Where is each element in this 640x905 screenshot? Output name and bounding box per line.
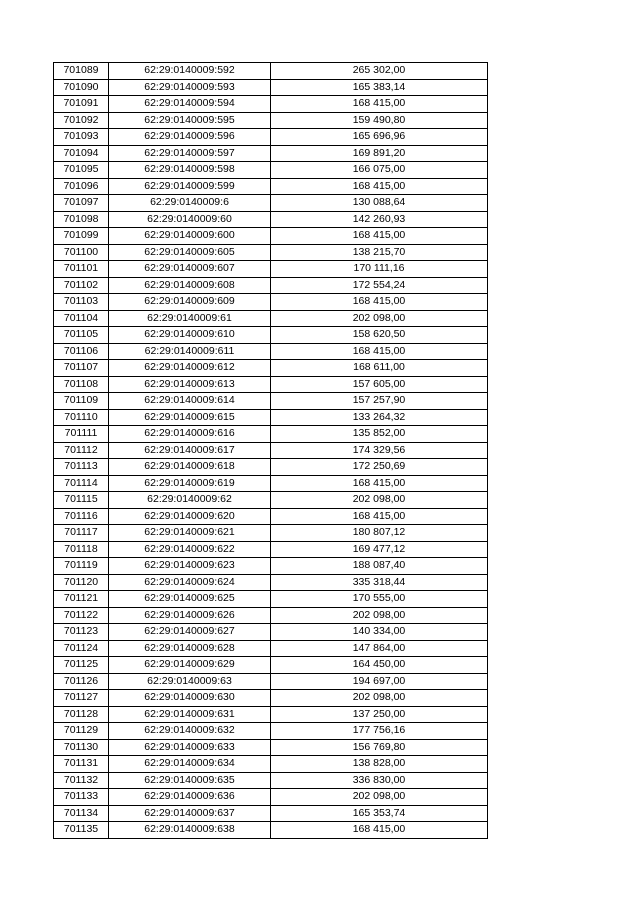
row-number-cell: 701107 xyxy=(54,360,109,377)
table-row xyxy=(54,244,488,261)
table-row xyxy=(54,393,488,410)
row-number-cell: 701133 xyxy=(54,789,109,806)
cadastral-number-cell: 62:29:0140009:598 xyxy=(109,162,271,179)
cadastral-number-cell: 62:29:0140009:611 xyxy=(109,343,271,360)
cadastral-number-cell: 62:29:0140009:61 xyxy=(109,310,271,327)
cadastral-number-cell: 62:29:0140009:615 xyxy=(109,409,271,426)
cadastral-number-cell: 62:29:0140009:619 xyxy=(109,475,271,492)
cadastral-number-cell: 62:29:0140009:614 xyxy=(109,393,271,410)
table-row xyxy=(54,327,488,344)
cadastral-number-cell: 62:29:0140009:633 xyxy=(109,739,271,756)
value-cell: 202 098,00 xyxy=(271,310,488,327)
row-number-cell: 701095 xyxy=(54,162,109,179)
row-number-cell: 701114 xyxy=(54,475,109,492)
cadastral-number-cell: 62:29:0140009:595 xyxy=(109,112,271,129)
table-row xyxy=(54,706,488,723)
row-number-cell: 701135 xyxy=(54,822,109,839)
table-row xyxy=(54,79,488,96)
value-cell: 202 098,00 xyxy=(271,492,488,509)
cadastral-number-cell: 62:29:0140009:60 xyxy=(109,211,271,228)
value-cell: 335 318,44 xyxy=(271,574,488,591)
value-cell: 170 555,00 xyxy=(271,591,488,608)
table-row xyxy=(54,129,488,146)
table-row xyxy=(54,442,488,459)
cadastral-number-cell: 62:29:0140009:593 xyxy=(109,79,271,96)
value-cell: 156 769,80 xyxy=(271,739,488,756)
table-row xyxy=(54,343,488,360)
row-number-cell: 701090 xyxy=(54,79,109,96)
cadastral-number-cell: 62:29:0140009:628 xyxy=(109,640,271,657)
data-table xyxy=(53,62,488,839)
row-number-cell: 701109 xyxy=(54,393,109,410)
cadastral-number-cell: 62:29:0140009:608 xyxy=(109,277,271,294)
row-number-cell: 701125 xyxy=(54,657,109,674)
row-number-cell: 701103 xyxy=(54,294,109,311)
value-cell: 202 098,00 xyxy=(271,789,488,806)
row-number-cell: 701112 xyxy=(54,442,109,459)
table-row xyxy=(54,195,488,212)
cadastral-number-cell: 62:29:0140009:621 xyxy=(109,525,271,542)
value-cell: 265 302,00 xyxy=(271,63,488,80)
table-row xyxy=(54,228,488,245)
table-row xyxy=(54,574,488,591)
row-number-cell: 701134 xyxy=(54,805,109,822)
value-cell: 168 415,00 xyxy=(271,178,488,195)
value-cell: 165 383,14 xyxy=(271,79,488,96)
table-row xyxy=(54,63,488,80)
table-row xyxy=(54,772,488,789)
cadastral-number-cell: 62:29:0140009:636 xyxy=(109,789,271,806)
value-cell: 172 250,69 xyxy=(271,459,488,476)
value-cell: 164 450,00 xyxy=(271,657,488,674)
cadastral-number-cell: 62:29:0140009:6 xyxy=(109,195,271,212)
value-cell: 142 260,93 xyxy=(271,211,488,228)
table-row xyxy=(54,739,488,756)
row-number-cell: 701101 xyxy=(54,261,109,278)
table-row xyxy=(54,409,488,426)
table-row xyxy=(54,673,488,690)
cadastral-number-cell: 62:29:0140009:623 xyxy=(109,558,271,575)
cadastral-number-cell: 62:29:0140009:632 xyxy=(109,723,271,740)
table-row xyxy=(54,690,488,707)
cadastral-number-cell: 62:29:0140009:630 xyxy=(109,690,271,707)
value-cell: 165 353,74 xyxy=(271,805,488,822)
value-cell: 140 334,00 xyxy=(271,624,488,641)
row-number-cell: 701129 xyxy=(54,723,109,740)
value-cell: 157 257,90 xyxy=(271,393,488,410)
cadastral-number-cell: 62:29:0140009:610 xyxy=(109,327,271,344)
table-row xyxy=(54,360,488,377)
table-row xyxy=(54,294,488,311)
value-cell: 147 864,00 xyxy=(271,640,488,657)
value-cell: 202 098,00 xyxy=(271,607,488,624)
value-cell: 165 696,96 xyxy=(271,129,488,146)
cadastral-number-cell: 62:29:0140009:629 xyxy=(109,657,271,674)
value-cell: 168 415,00 xyxy=(271,822,488,839)
row-number-cell: 701092 xyxy=(54,112,109,129)
cadastral-number-cell: 62:29:0140009:594 xyxy=(109,96,271,113)
table-row xyxy=(54,624,488,641)
value-cell: 172 554,24 xyxy=(271,277,488,294)
row-number-cell: 701122 xyxy=(54,607,109,624)
value-cell: 130 088,64 xyxy=(271,195,488,212)
cadastral-number-cell: 62:29:0140009:605 xyxy=(109,244,271,261)
table-row xyxy=(54,459,488,476)
cadastral-number-cell: 62:29:0140009:626 xyxy=(109,607,271,624)
cadastral-number-cell: 62:29:0140009:631 xyxy=(109,706,271,723)
value-cell: 170 111,16 xyxy=(271,261,488,278)
row-number-cell: 701120 xyxy=(54,574,109,591)
cadastral-number-cell: 62:29:0140009:597 xyxy=(109,145,271,162)
row-number-cell: 701127 xyxy=(54,690,109,707)
row-number-cell: 701116 xyxy=(54,508,109,525)
table-row xyxy=(54,822,488,839)
cadastral-number-cell: 62:29:0140009:596 xyxy=(109,129,271,146)
row-number-cell: 701119 xyxy=(54,558,109,575)
table-row xyxy=(54,640,488,657)
table-row xyxy=(54,162,488,179)
value-cell: 180 807,12 xyxy=(271,525,488,542)
table-row xyxy=(54,310,488,327)
row-number-cell: 701128 xyxy=(54,706,109,723)
row-number-cell: 701093 xyxy=(54,129,109,146)
row-number-cell: 701124 xyxy=(54,640,109,657)
row-number-cell: 701121 xyxy=(54,591,109,608)
value-cell: 336 830,00 xyxy=(271,772,488,789)
row-number-cell: 701108 xyxy=(54,376,109,393)
row-number-cell: 701123 xyxy=(54,624,109,641)
table-row xyxy=(54,96,488,113)
cadastral-number-cell: 62:29:0140009:622 xyxy=(109,541,271,558)
table-row xyxy=(54,475,488,492)
table-row xyxy=(54,541,488,558)
row-number-cell: 701094 xyxy=(54,145,109,162)
cadastral-number-cell: 62:29:0140009:638 xyxy=(109,822,271,839)
table-row xyxy=(54,426,488,443)
table-row xyxy=(54,805,488,822)
value-cell: 169 891,20 xyxy=(271,145,488,162)
value-cell: 194 697,00 xyxy=(271,673,488,690)
value-cell: 202 098,00 xyxy=(271,690,488,707)
value-cell: 168 415,00 xyxy=(271,228,488,245)
table-row xyxy=(54,607,488,624)
table-row xyxy=(54,261,488,278)
value-cell: 188 087,40 xyxy=(271,558,488,575)
cadastral-number-cell: 62:29:0140009:613 xyxy=(109,376,271,393)
cadastral-number-cell: 62:29:0140009:617 xyxy=(109,442,271,459)
value-cell: 157 605,00 xyxy=(271,376,488,393)
cadastral-number-cell: 62:29:0140009:599 xyxy=(109,178,271,195)
row-number-cell: 701089 xyxy=(54,63,109,80)
table-row xyxy=(54,145,488,162)
row-number-cell: 701110 xyxy=(54,409,109,426)
value-cell: 133 264,32 xyxy=(271,409,488,426)
table-row xyxy=(54,723,488,740)
value-cell: 138 215,70 xyxy=(271,244,488,261)
value-cell: 169 477,12 xyxy=(271,541,488,558)
value-cell: 168 415,00 xyxy=(271,343,488,360)
cadastral-number-cell: 62:29:0140009:62 xyxy=(109,492,271,509)
value-cell: 168 415,00 xyxy=(271,475,488,492)
table-row xyxy=(54,789,488,806)
row-number-cell: 701091 xyxy=(54,96,109,113)
cadastral-number-cell: 62:29:0140009:63 xyxy=(109,673,271,690)
row-number-cell: 701106 xyxy=(54,343,109,360)
cadastral-number-cell: 62:29:0140009:620 xyxy=(109,508,271,525)
cadastral-number-cell: 62:29:0140009:616 xyxy=(109,426,271,443)
row-number-cell: 701115 xyxy=(54,492,109,509)
table-row xyxy=(54,591,488,608)
cadastral-number-cell: 62:29:0140009:635 xyxy=(109,772,271,789)
cadastral-number-cell: 62:29:0140009:624 xyxy=(109,574,271,591)
table-row xyxy=(54,657,488,674)
cadastral-number-cell: 62:29:0140009:592 xyxy=(109,63,271,80)
cadastral-number-cell: 62:29:0140009:609 xyxy=(109,294,271,311)
table-row xyxy=(54,211,488,228)
cadastral-number-cell: 62:29:0140009:607 xyxy=(109,261,271,278)
value-cell: 137 250,00 xyxy=(271,706,488,723)
value-cell: 174 329,56 xyxy=(271,442,488,459)
value-cell: 168 611,00 xyxy=(271,360,488,377)
row-number-cell: 701130 xyxy=(54,739,109,756)
value-cell: 159 490,80 xyxy=(271,112,488,129)
table-body xyxy=(54,63,488,839)
value-cell: 168 415,00 xyxy=(271,96,488,113)
value-cell: 135 852,00 xyxy=(271,426,488,443)
value-cell: 177 756,16 xyxy=(271,723,488,740)
value-cell: 168 415,00 xyxy=(271,294,488,311)
table-row xyxy=(54,508,488,525)
row-number-cell: 701118 xyxy=(54,541,109,558)
table-row xyxy=(54,178,488,195)
row-number-cell: 701096 xyxy=(54,178,109,195)
value-cell: 166 075,00 xyxy=(271,162,488,179)
table-row xyxy=(54,277,488,294)
row-number-cell: 701117 xyxy=(54,525,109,542)
cadastral-number-cell: 62:29:0140009:637 xyxy=(109,805,271,822)
row-number-cell: 701097 xyxy=(54,195,109,212)
cadastral-number-cell: 62:29:0140009:600 xyxy=(109,228,271,245)
row-number-cell: 701104 xyxy=(54,310,109,327)
table-row xyxy=(54,525,488,542)
row-number-cell: 701098 xyxy=(54,211,109,228)
row-number-cell: 701099 xyxy=(54,228,109,245)
row-number-cell: 701126 xyxy=(54,673,109,690)
cadastral-number-cell: 62:29:0140009:618 xyxy=(109,459,271,476)
row-number-cell: 701100 xyxy=(54,244,109,261)
table-row xyxy=(54,492,488,509)
cadastral-number-cell: 62:29:0140009:634 xyxy=(109,756,271,773)
table-row xyxy=(54,756,488,773)
table-row xyxy=(54,112,488,129)
row-number-cell: 701105 xyxy=(54,327,109,344)
row-number-cell: 701111 xyxy=(54,426,109,443)
table-row xyxy=(54,376,488,393)
row-number-cell: 701113 xyxy=(54,459,109,476)
cadastral-number-cell: 62:29:0140009:625 xyxy=(109,591,271,608)
cadastral-number-cell: 62:29:0140009:627 xyxy=(109,624,271,641)
cadastral-number-cell: 62:29:0140009:612 xyxy=(109,360,271,377)
row-number-cell: 701131 xyxy=(54,756,109,773)
value-cell: 138 828,00 xyxy=(271,756,488,773)
value-cell: 158 620,50 xyxy=(271,327,488,344)
row-number-cell: 701102 xyxy=(54,277,109,294)
row-number-cell: 701132 xyxy=(54,772,109,789)
table-row xyxy=(54,558,488,575)
value-cell: 168 415,00 xyxy=(271,508,488,525)
